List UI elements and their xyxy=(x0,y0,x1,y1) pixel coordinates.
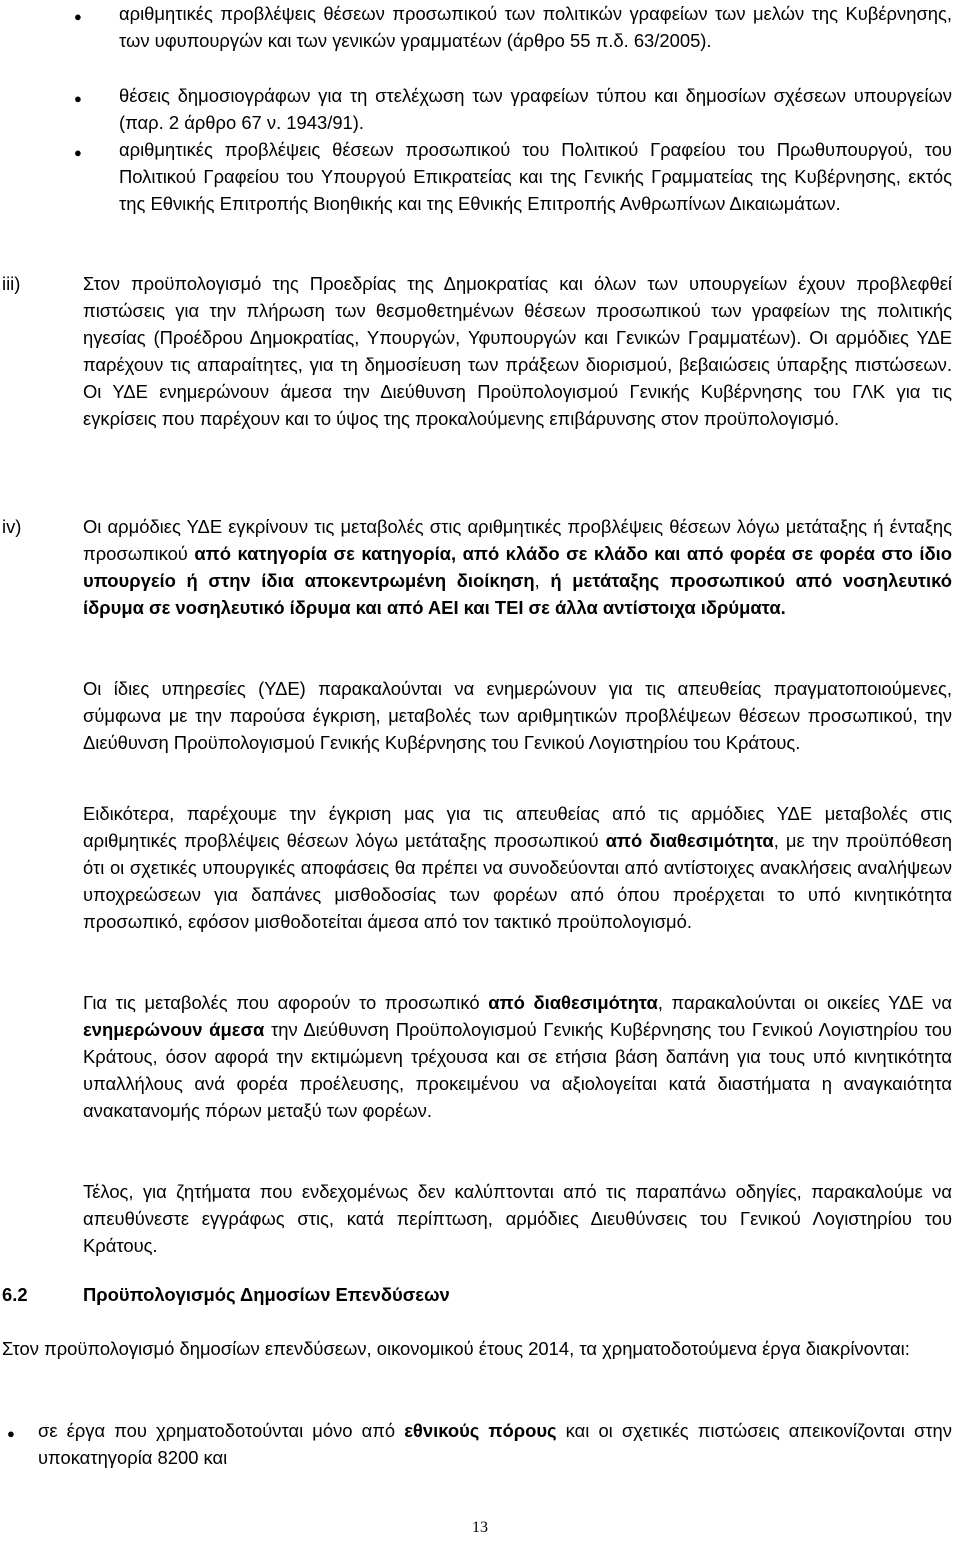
item-label-iv: iv) xyxy=(2,516,22,537)
page-number: 13 xyxy=(472,1519,488,1536)
bullet-item: αριθμητικές προβλέψεις θέσεων προσωπικού των πολιτικών γραφείων των μελών της Κυβέρνησης, των υφυπουργών και των γενικών γραμματέων (άρθρο 55 π.δ. 63/2005). xyxy=(119,3,952,51)
bullet-icon: ● xyxy=(74,91,82,106)
bullet-icon: ● xyxy=(74,9,82,24)
item-iv-paragraph-1: Οι αρμόδιες ΥΔΕ εγκρίνουν τις μεταβολές στις αριθμητικές προβλέψεις θέσεων λόγω μετάταξης ή ένταξης προσωπικού από κατηγορία σε κατηγορία, από κλάδο σε κλάδο και από φορέα σε φορέα στο ίδιο υπουργείο ή στην ίδια αποκεντρωμένη διοίκηση, ή μετάταξης προσωπικού από νοσηλευτικό ίδρυμα σε νοσηλευτικό ίδρυμα και από ΑΕΙ και ΤΕΙ σε άλλα αντίστοιχα ιδρύματα. xyxy=(83,516,952,618)
section-intro: Στον προϋπολογισμό δημοσίων επενδύσεων, οικονομικού έτους 2014, τα χρηματοδοτούμενα έργα διακρίνονται: xyxy=(2,1338,910,1359)
bullet-icon: ● xyxy=(74,145,82,160)
item-label-iii: iii) xyxy=(2,273,21,294)
item-iv-paragraph-4: Για τις μεταβολές που αφορούν το προσωπικό από διαθεσιμότητα, παρακαλούνται οι οικείες ΥΔΕ να ενημερώνουν άμεσα την Διεύθυνση Προϋπολογισμού Γενικής Κυβέρνησης του Γενικού Λογιστηρίου του Κράτους, όσον αφορά την εκτιμώμενη τρέχουσα και σε ετήσια βάση δαπάνη για τους υπό κινητικότητα υπαλλήλους ανά φορέα προέλευσης, προκειμένου να αξιολογείται κατά διαστήματα η αναγκαιότητα ανακατανομής πόρων μεταξύ των φορέων. xyxy=(83,992,953,1121)
item-iv-paragraph-3: Ειδικότερα, παρέχουμε την έγκριση μας για τις απευθείας από τις αρμόδιες ΥΔΕ μεταβολές στις αριθμητικές προβλέψεις θέσεων λόγω μετάταξης προσωπικού από διαθεσιμότητα, με την προϋπόθεση ότι οι σχετικές υπουργικές αποφάσεις θα πρέπει να συνοδεύονται από αντίστοιχες ανακλήσεις αναλήψεων υποχρεώσεων για δαπάνες μισθοδοσίας των φορέων από όπου προέρχεται το υπό κινητικότητα προσωπικό, εφόσον μισθοδοτείται άμεσα από τον τακτικό προϋπολογισμό. xyxy=(83,803,952,932)
section-bullet-item: σε έργα που χρηματοδοτούνται μόνο από εθνικούς πόρους και οι σχετικές πιστώσεις απεικονίζονται στην υποκατηγορία 8200 και xyxy=(38,1420,952,1468)
bullet-item: αριθμητικές προβλέψεις θέσεων προσωπικού του Πολιτικού Γραφείου του Πρωθυπουργού, του Πολιτικού Γραφείου του Υπουργού Επικρατείας και της Γενικής Γραμματείας της Κυβέρνησης, εκτός της Εθνικής Επιτροπής Βιοηθικής και της Εθνικής Επιτροπής Ανθρωπίνων Δικαιωμάτων. xyxy=(119,139,952,214)
item-iv-paragraph-5: Τέλος, για ζητήματα που ενδεχομένως δεν καλύπτονται από τις παραπάνω οδηγίες, παρακαλούμε να απευθύνεστε εγγράφως στις, κατά περίπτωση, αρμόδιες Διευθύνσεις του Γενικού Λογιστηρίου του Κράτους. xyxy=(83,1181,952,1256)
bullet-item: θέσεις δημοσιογράφων για τη στελέχωση των γραφείων τύπου και δημοσίων σχέσεων υπουργείων (παρ. 2 άρθρο 67 ν. 1943/91). xyxy=(119,85,952,133)
section-number: 6.2 xyxy=(2,1284,28,1305)
section-title: Προϋπολογισμός Δημοσίων Επενδύσεων xyxy=(83,1284,450,1305)
bullet-icon: ● xyxy=(7,1426,15,1441)
item-iii-text: Στον προϋπολογισμό της Προεδρίας της Δημοκρατίας και όλων των υπουργείων έχουν προβλεφθεί πιστώσεις για την πλήρωση των θεσμοθετημένων θέσεων προσωπικού των γραφείων της πολιτικής ηγεσίας (Προέδρου Δημοκρατίας, Υπουργών, Υφυπουργών και Γενικών Γραμματέων). Οι αρμόδιες ΥΔΕ παρέχουν τις απαραίτητες, για τη δημοσίευση των πράξεων διορισμού, βεβαιώσεις ύπαρξης πιστώσεων. Οι ΥΔΕ ενημερώνουν άμεσα την Διεύθυνση Προϋπολογισμού Γενικής Κυβέρνησης του ΓΛΚ για τις εγκρίσεις που παρέχουν και το ύψος της προκαλούμενης επιβάρυνσης στον προϋπολογισμό. xyxy=(83,273,952,429)
item-iv-paragraph-2: Οι ίδιες υπηρεσίες (ΥΔΕ) παρακαλούνται να ενημερώνουν για τις απευθείας πραγματοποιούμενες, σύμφωνα με την παρούσα έγκριση, μεταβολές των αριθμητικών προβλέψεων θέσεων προσωπικού, την Διεύθυνση Προϋπολογισμού Γενικής Κυβέρνησης του Γενικού Λογιστηρίου του Κράτους. xyxy=(83,678,952,753)
